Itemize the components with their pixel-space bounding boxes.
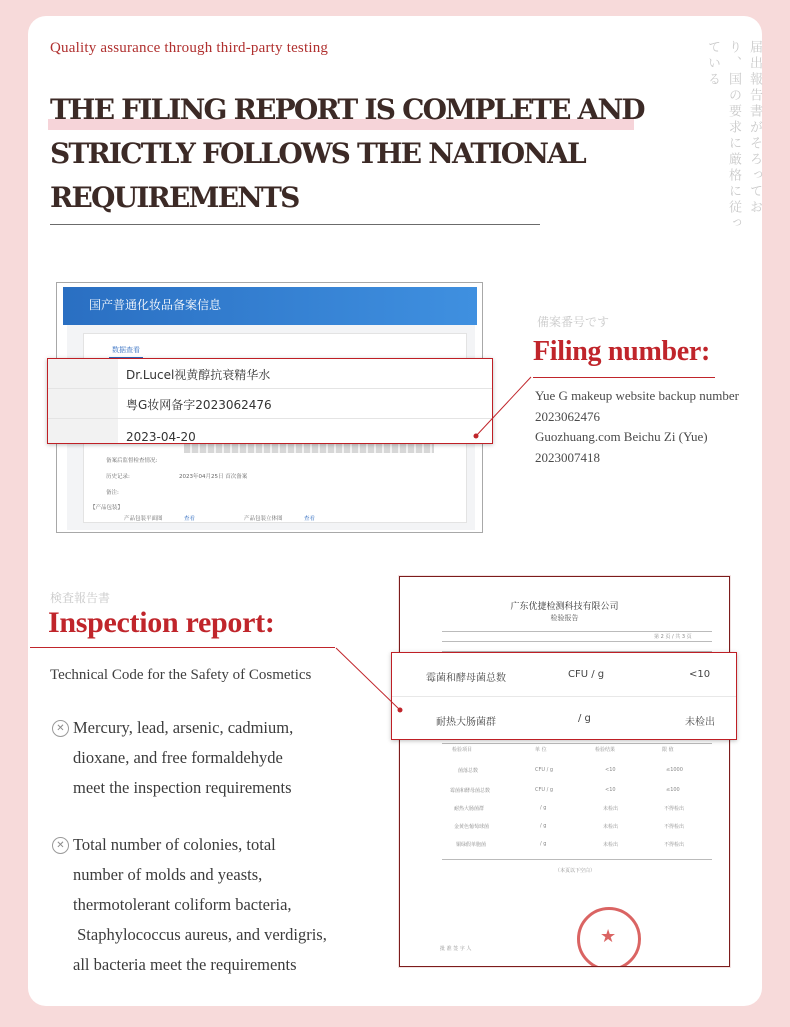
inspection-title: Inspection report: xyxy=(48,606,275,639)
technical-code: Technical Code for the Safety of Cosmetics xyxy=(50,667,312,683)
filing-line: 2023007418 xyxy=(535,449,600,465)
table-cell: <10 xyxy=(605,787,616,793)
circle-x-icon: ✕ xyxy=(52,837,69,854)
filing-number-title: Filing number: xyxy=(533,336,711,367)
table-cell: 耐热大肠菌群 xyxy=(454,806,485,812)
table-cell: ≤100 xyxy=(666,787,680,793)
zoom-cell: CFU / g xyxy=(568,669,605,680)
table-cell: CFU / g xyxy=(535,767,554,773)
tab-data-view: 数据查看 xyxy=(109,345,143,359)
headline-line: REQUIREMENTS xyxy=(50,181,299,214)
view-link[interactable]: 查看 xyxy=(304,516,316,522)
zoom-cell: 霉菌和酵母菌总数 xyxy=(426,673,506,684)
tagline: Quality assurance through third-party testing xyxy=(50,40,329,56)
page-headline xyxy=(50,88,650,220)
report-title: 检验报告 xyxy=(550,614,579,622)
bullet-line: meet the inspection requirements xyxy=(73,778,292,797)
table-cell: 不得检出 xyxy=(664,824,685,830)
vertical-japanese-text: 届出報告書がそろっており、国の要求に厳格に従っている xyxy=(705,40,762,232)
divider xyxy=(50,224,540,225)
inspection-underline xyxy=(30,647,335,648)
table-cell: 未检出 xyxy=(603,806,619,812)
table-header-cell: 检验项目 xyxy=(452,747,473,753)
product-name: Dr.Lucel视黄醇抗衰精华水 xyxy=(126,368,271,382)
table-cell: 不得检出 xyxy=(664,842,685,848)
page-number: 第 2 页 / 共 3 页 xyxy=(654,634,692,640)
filing-underline xyxy=(533,377,715,378)
inspection-zoom-box xyxy=(391,652,737,740)
bullet-line: all bacteria meet the requirements xyxy=(73,955,297,974)
table-cell: 金黄色葡萄球菌 xyxy=(454,824,490,830)
table-cell: / g xyxy=(540,823,547,829)
table-cell: CFU / g xyxy=(535,787,554,793)
bullet-microbes xyxy=(73,830,327,980)
filing-date: 2023-04-20 xyxy=(126,430,196,444)
table-cell: 霉菌和酵母菌总数 xyxy=(450,788,491,794)
table-cell: / g xyxy=(540,841,547,847)
bullet-line: thermotolerant coliform bacteria, xyxy=(73,895,292,914)
bullet-heavy-metals xyxy=(73,713,293,803)
table-header-cell: 单 位 xyxy=(535,747,547,753)
field-label: 备案后监督检查情况: xyxy=(106,458,158,464)
zoom-cell: 耐热大肠菌群 xyxy=(436,717,496,728)
field-label: 备注: xyxy=(106,490,119,496)
screenshot-title-bar: 国产普通化妆品备案信息 xyxy=(63,287,477,325)
inspection-report-image xyxy=(399,576,730,967)
bullet-line: number of molds and yeasts, xyxy=(73,865,263,884)
bullet-line: Total number of colonies, total xyxy=(73,835,276,854)
zoom-cell: / g xyxy=(578,713,591,724)
filing-number-text xyxy=(535,386,739,468)
package-label: 产品包装平面图 xyxy=(124,516,163,522)
table-cell: 菌落总数 xyxy=(458,768,479,774)
table-cell: 未检出 xyxy=(603,824,619,830)
history-text: 2023年04月25日 首次备案 xyxy=(179,474,248,480)
filing-line: 2023062476 xyxy=(535,408,600,424)
headline-line: STRICTLY FOLLOWS THE NATIONAL xyxy=(50,137,585,170)
zoom-cell: <10 xyxy=(689,669,711,680)
bullet-line: dioxane, and free formaldehyde xyxy=(73,748,283,767)
table-cell: 铜绿假单胞菌 xyxy=(456,842,487,848)
company-seal xyxy=(577,907,641,967)
filing-line: Yue G makeup website backup number xyxy=(535,388,739,403)
package-label: 产品包装立体图 xyxy=(244,516,283,522)
bullet-line: Staphylococcus aureus, and verdigris, xyxy=(73,925,327,944)
bullet-line: Mercury, lead, arsenic, cadmium, xyxy=(73,718,294,737)
filing-line: Guozhuang.com Beichu Zi (Yue) xyxy=(535,429,708,445)
table-cell: / g xyxy=(540,805,547,811)
filing-zoom-box xyxy=(47,358,493,444)
field-label: 【产品包装】 xyxy=(90,505,124,511)
inspection-japanese-label: 検査報告書 xyxy=(50,591,111,605)
headline-line: THE FILING REPORT IS COMPLETE AND xyxy=(50,88,650,132)
filing-code: 粤G妆网备字2023062476 xyxy=(126,398,272,412)
company-name: 广东优捷检测科技有限公司 xyxy=(510,602,619,612)
table-header-cell: 限 值 xyxy=(662,747,674,753)
table-cell: ≤1000 xyxy=(666,767,683,773)
end-note: （本页以下空白） xyxy=(555,868,596,874)
table-cell: 未检出 xyxy=(603,842,619,848)
approver-label: 批 准 签 字 人 xyxy=(440,946,472,952)
table-cell: <10 xyxy=(605,767,616,773)
view-link[interactable]: 查看 xyxy=(184,516,196,522)
circle-x-icon: ✕ xyxy=(52,720,69,737)
table-header-cell: 检验结果 xyxy=(595,747,616,753)
table-cell: 不得检出 xyxy=(664,806,685,812)
filing-japanese-label: 備案番号です xyxy=(537,315,610,329)
zoom-cell: 未检出 xyxy=(685,717,715,728)
field-label: 历史记录: xyxy=(106,474,130,480)
